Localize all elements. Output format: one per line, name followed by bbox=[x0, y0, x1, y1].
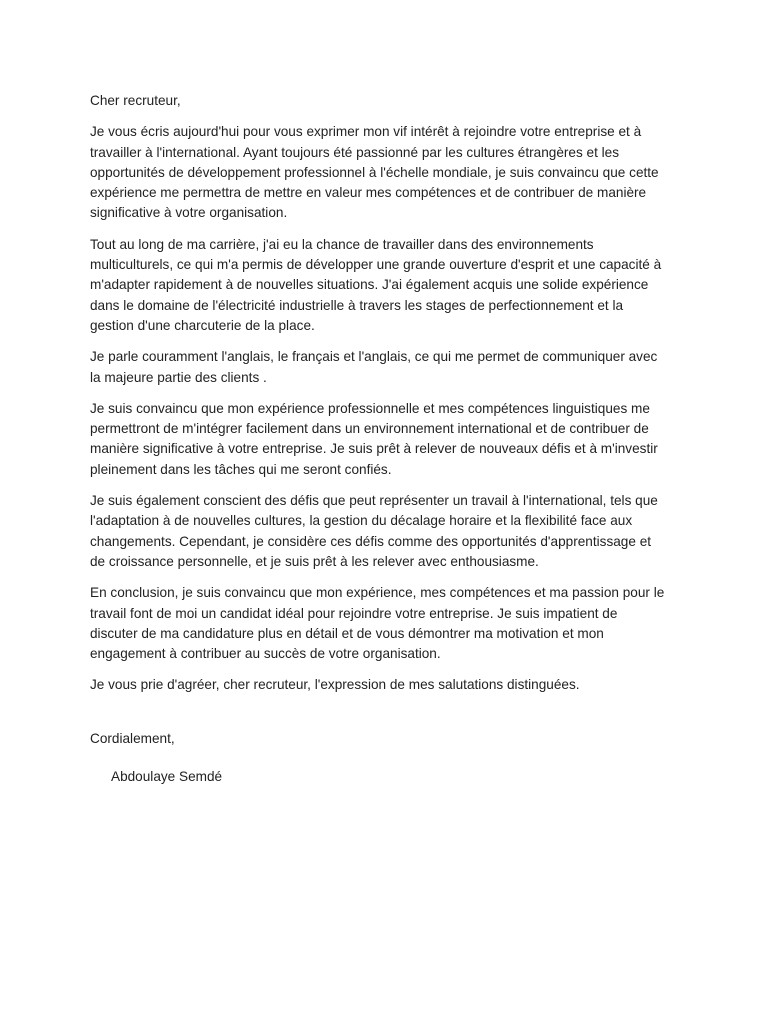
letter-paragraph bbox=[90, 675, 690, 695]
paragraph-line: gestion d'une charcuterie de la place. bbox=[90, 317, 315, 333]
paragraph-line: la majeure partie des clients . bbox=[90, 369, 267, 385]
paragraph-line: discuter de ma candidature plus en détail et de vous démontrer ma motivation et mon bbox=[90, 625, 604, 641]
cover-letter bbox=[90, 91, 690, 787]
paragraph-line: multiculturels, ce qui m'a permis de développer une grande ouverture d'esprit et une capacité à bbox=[90, 257, 662, 273]
paragraph-line: pleinement dans les tâches qui me seront confiés. bbox=[90, 461, 392, 477]
paragraph-line: Je suis convaincu que mon expérience professionnelle et mes compétences linguistiques me bbox=[90, 400, 650, 416]
paragraph-line: travail font de moi un candidat idéal pour rejoindre votre entreprise. Je suis impatient de bbox=[90, 605, 618, 621]
paragraph-line: En conclusion, je suis convaincu que mon expérience, mes compétences et ma passion pour le bbox=[90, 585, 665, 601]
letter-paragraph bbox=[90, 122, 690, 223]
paragraph-line: dans le domaine de l'électricité industrielle à travers les stages de perfectionnement et la bbox=[90, 297, 624, 313]
paragraph-line: changements. Cependant, je considère ces défis comme des opportunités d'apprentissage et bbox=[90, 533, 652, 549]
paragraph-line: Je vous prie d'agréer, cher recruteur, l'expression de mes salutations distinguées. bbox=[90, 677, 580, 693]
letter-paragraph bbox=[90, 235, 690, 336]
paragraph-line: expérience me permettra de mettre en valeur mes compétences et de contribuer de manière bbox=[90, 185, 647, 201]
paragraph-line: m'adapter rapidement à de nouvelles situations. J'ai également acquis une solide expérience bbox=[90, 277, 649, 293]
paragraph-line: Tout au long de ma carrière, j'ai eu la chance de travailler dans des environnements bbox=[90, 236, 594, 252]
letter-closing: Cordialement, bbox=[90, 730, 175, 746]
paragraph-line: travailler à l'international. Ayant toujours été passionné par les cultures étrangères et les bbox=[90, 144, 620, 160]
paragraph-line: de croissance personnelle, et je suis prêt à les relever avec enthousiasme. bbox=[90, 553, 539, 569]
paragraph-line: permettront de m'intégrer facilement dans un environnement international et de contribuer de bbox=[90, 421, 649, 437]
signature-name: Abdoulaye Semdé bbox=[111, 769, 223, 785]
paragraph-line: opportunités de développement professionnel à l'échelle mondiale, je suis convaincu que cette bbox=[90, 164, 659, 180]
paragraph-line: l'adaptation à de nouvelles cultures, la gestion du décalage horaire et la flexibilité face aux bbox=[90, 513, 633, 529]
letter-paragraph bbox=[90, 583, 690, 664]
paragraph-line: Je vous écris aujourd'hui pour vous exprimer mon vif intérêt à rejoindre votre entreprise et à bbox=[90, 124, 642, 140]
letter-paragraph bbox=[90, 491, 690, 572]
letter-paragraph bbox=[90, 347, 690, 388]
paragraph-line: Je suis également conscient des défis que peut représenter un travail à l'international, tels que bbox=[90, 493, 658, 509]
letter-greeting: Cher recruteur, bbox=[90, 93, 181, 108]
paragraph-line: Je parle couramment l'anglais, le français et l'anglais, ce qui me permet de communiquer avec bbox=[90, 349, 658, 365]
letter-paragraph bbox=[90, 399, 690, 480]
paragraph-line: significative à votre organisation. bbox=[90, 205, 288, 221]
paragraph-line: engagement à contribuer au succès de votre organisation. bbox=[90, 646, 441, 662]
paragraph-line: manière significative à votre entreprise. Je suis prêt à relever de nouveaux défis et à m'investir bbox=[90, 441, 658, 457]
